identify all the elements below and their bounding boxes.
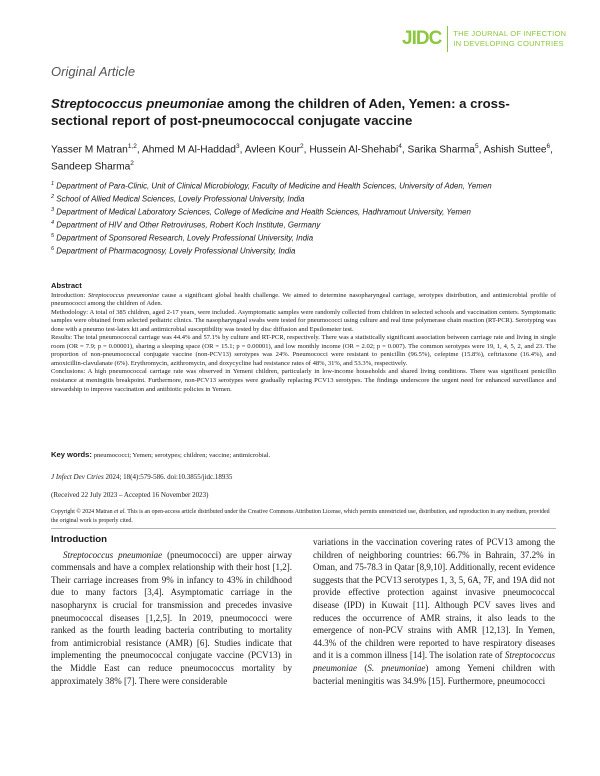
section-divider xyxy=(51,528,556,529)
article-type: Original Article xyxy=(51,64,136,79)
abstract-results: Results: The total pneumococcal carriage was 44.4% and 57.1% by culture and RT-PCR, respectively. There was a statistically significant association between carriage rate and living in single room (OR = 7.9; p = 0.00001), sharing a sleeping space (OR = 15.1; p = 0.00001), and low monthly income (OR = 2.02; p = 0.007). The common serotypes were 19, 1, 4, 5, 2, and 23. The proportion of non-pneumococcal conjugate vaccine (non-PCV13) serotypes was 24%. Pneumococci were resistant to penicillin (96.5%), cefepime (15.8%), ceftriaxone (16.4%), and amoxicillin-clavulanate (6%). Erythromycin, azithromycin, and doxycycline had resistance rates of 48%, 31%, and 53.3%, respectively. xyxy=(51,334,556,367)
affiliation-number: 1 xyxy=(51,181,55,187)
author-affil-sup: 4 xyxy=(398,143,402,150)
logo-divider xyxy=(447,26,448,52)
abstract xyxy=(51,282,556,394)
intro-continued-text: variations in the vaccination covering rates of PCV13 among the children of neighboring countries: 66.7% in Bahrain, 37.2% in Oman, and 75-78.3 in Qatar [8,9,10]. Additionally, recent evidence suggests that the PCV13 serotypes 1, 3, 5, 6A, 7F, and 19A did not provide effective protection against invasive pneumococcal disease (IPD) in Kuwait [11]. Although PCV saves lives and reduces the occurrence of AMR strains, it also leads to the emergence of non-PCV strains with AMR [12,13]. In Yemen, 44.3% of the children were reported to have respiratory diseases and it is a common illness [14]. The isolation rate of xyxy=(313,537,555,661)
keywords xyxy=(51,450,556,459)
article-title xyxy=(51,95,556,129)
abstract-introduction xyxy=(51,292,556,309)
copyright-etal: et al. xyxy=(114,509,126,515)
citation-details: 2024; 18(4):579-586. doi:10.3855/jidc.18935 xyxy=(103,473,233,481)
intro-species: Streptococcus pneumoniae xyxy=(63,549,163,560)
author-affil-sup: 6 xyxy=(546,143,551,150)
affiliation-item xyxy=(51,218,556,231)
intro-species-abbrev: S. pneumoniae xyxy=(367,662,426,673)
author-affil-sup: 5 xyxy=(474,143,479,150)
affiliation-item xyxy=(51,244,556,257)
affiliation-number: 4 xyxy=(51,220,55,227)
author-affil-sup: 2 xyxy=(130,160,134,168)
affiliation-item xyxy=(51,231,556,244)
affiliation-text: Department of Medical Laboratory Sciences, College of Medicine and Health Sciences, Hadhramout University, Yemen xyxy=(56,207,471,217)
title-rest: among the children of Aden, Yemen: a cross-sectional report of post-pneumococcal conjugate vaccine xyxy=(51,96,510,128)
affiliation-item xyxy=(51,205,556,218)
affiliation-item xyxy=(51,179,556,192)
journal-name-line2: IN DEVELOPING COUNTRIES xyxy=(453,39,564,48)
abstract-intro-text: cause a significant global health challenge. We aimed to determine nasopharyngeal carriage, serotypes distribution, and antimicrobial profile of pneumococci among the children of Aden. xyxy=(51,291,556,308)
journal-name-line1: THE JOURNAL OF INFECTION xyxy=(453,29,567,38)
author-affil-sup: 3 xyxy=(235,143,240,150)
introduction-heading: Introduction xyxy=(51,534,107,545)
author: Hussein Al-Shehabi xyxy=(309,144,399,156)
body-left-column xyxy=(51,534,292,687)
intro-paren-open: ( xyxy=(357,662,368,673)
author: Ahmed M Al-Haddad xyxy=(141,144,236,156)
abstract-methodology: Methodology: A total of 385 children, aged 2-17 years, were included. Asymptomatic samples were randomly collected from children in selected schools and vaccination centers. Symptomatic samples were obtained from selected pediatric clinics. The nasopharyngeal swabs were tested for pneumococci using culture and real time polymerase chain reaction (RT-PCR). Serotyping was done with a pneumo test-latex kit and antimicrobial susceptibility was tested by disc diffusion and Epsilometer test. xyxy=(51,308,556,333)
citation xyxy=(51,473,232,481)
received-dates: (Received 22 July 2023 – Accepted 16 November 2023) xyxy=(51,491,209,499)
author-affil-sup: 1,2 xyxy=(127,143,137,150)
keywords-text: pneumococci; Yemen; serotypes; children; vaccine; antimicrobial. xyxy=(91,452,271,459)
author: Sarika Sharma xyxy=(407,144,475,156)
affiliation-text: Department of Sponsored Research, Lovely Professional University, India xyxy=(56,233,314,243)
introduction-paragraph xyxy=(51,549,292,688)
author: Yasser M Matran xyxy=(51,144,128,156)
intro-species-italic: Streptococcus pneumoniae xyxy=(313,650,555,673)
affiliation-number: 3 xyxy=(51,207,55,214)
copyright-before: Copyright © 2024 Matran xyxy=(51,509,115,515)
author-affil-sup: 2 xyxy=(300,143,304,150)
affiliation-number: 5 xyxy=(51,233,55,240)
affiliation-item xyxy=(51,192,556,205)
body-right-column xyxy=(313,536,555,687)
keywords-label: Key words: xyxy=(51,450,92,459)
journal-name xyxy=(453,29,566,49)
affiliation-text: Department of Pharmacognosy, Lovely Professional University, India xyxy=(56,246,296,256)
abstract-intro-label: Introduction: xyxy=(51,291,88,299)
journal-logo-mark: JIDC xyxy=(402,28,442,49)
intro-text: (pneumococci) are upper airway commensals and have a complex relationship with their host [1,2]. Their carriage increases from 9% in infancy to 43% in childhood due to many factors [3,4]. Asymptomatic carriage in the nasopharynx is crucial for transmission and precedes invasive pneumococcal diseases [1,2,5]. In 2019, pneumococci were ranked as the fourth leading bacteria contributing to mortality from antimicrobial resistance (AMR) [6]. Studies indicate that implementing the pneumococcal conjugate vaccine (PCV13) in the Middle East can reduce pneumococcus mortality by approximately 38% [7]. There were considerable xyxy=(51,549,292,686)
affiliation-number: 6 xyxy=(51,246,55,253)
abstract-conclusions: Conclusions: A high pneumococcal carriage rate was observed in Yemeni children, particularly in low-income households and shared living conditions. There was significant penicillin resistance at meningitis breakpoint. Furthermore, non-PCV13 serotypes were gradually replacing PCV13 serotypes. The findings underscore the urgent need for enhanced surveillance and stewardship to improve vaccination and antibiotic policies in Yemen. xyxy=(51,368,556,393)
affiliation-number: 2 xyxy=(51,194,55,201)
citation-journal: J Infect Dev Ctries xyxy=(51,473,104,481)
affiliations xyxy=(51,179,556,257)
affiliation-text: Department of HIV and Other Retroviruses, Robert Koch Institute, Germany xyxy=(56,220,321,230)
journal-logo xyxy=(402,26,566,52)
author: Avleen Kour xyxy=(244,144,301,156)
intro-continued-text-end: ) among Yemeni children with bacterial meningitis was 34.9% [15]. Furthermore, pneumococci xyxy=(313,662,555,686)
author: Ashish Suttee xyxy=(483,144,547,156)
author-list: Yasser M Matran$^{1,2}$, Ahmed M Al-Haddad$^3$, Avleen Kour$^2$, Hussein Al-Shehabi$^4$, Sarika Sharma$^5$, Ashish Suttee$^6$, Sandeep Sharma$^2$ xyxy=(51,143,554,173)
copyright-after: This is an open-access article distributed under the Creative Commons Attribution License, which permits unrestricted use, distribution, and reproduction in any medium, provided the original work is properly cited. xyxy=(51,509,550,524)
abstract-heading: Abstract xyxy=(51,281,82,290)
introduction-continued xyxy=(313,536,555,687)
author: Sandeep Sharma xyxy=(51,161,131,173)
affiliation-text: Department of Para-Clinic, Unit of Clinical Microbiology, Faculty of Medicine and Health Sciences, University of Aden, Yemen xyxy=(56,181,492,191)
title-species: Streptococcus pneumoniae xyxy=(51,96,224,111)
abstract-intro-species: Streptococcus pneumoniae xyxy=(87,291,160,299)
copyright-notice xyxy=(51,508,556,525)
affiliation-text: School of Allied Medical Sciences, Lovely Professional University, India xyxy=(56,194,305,204)
